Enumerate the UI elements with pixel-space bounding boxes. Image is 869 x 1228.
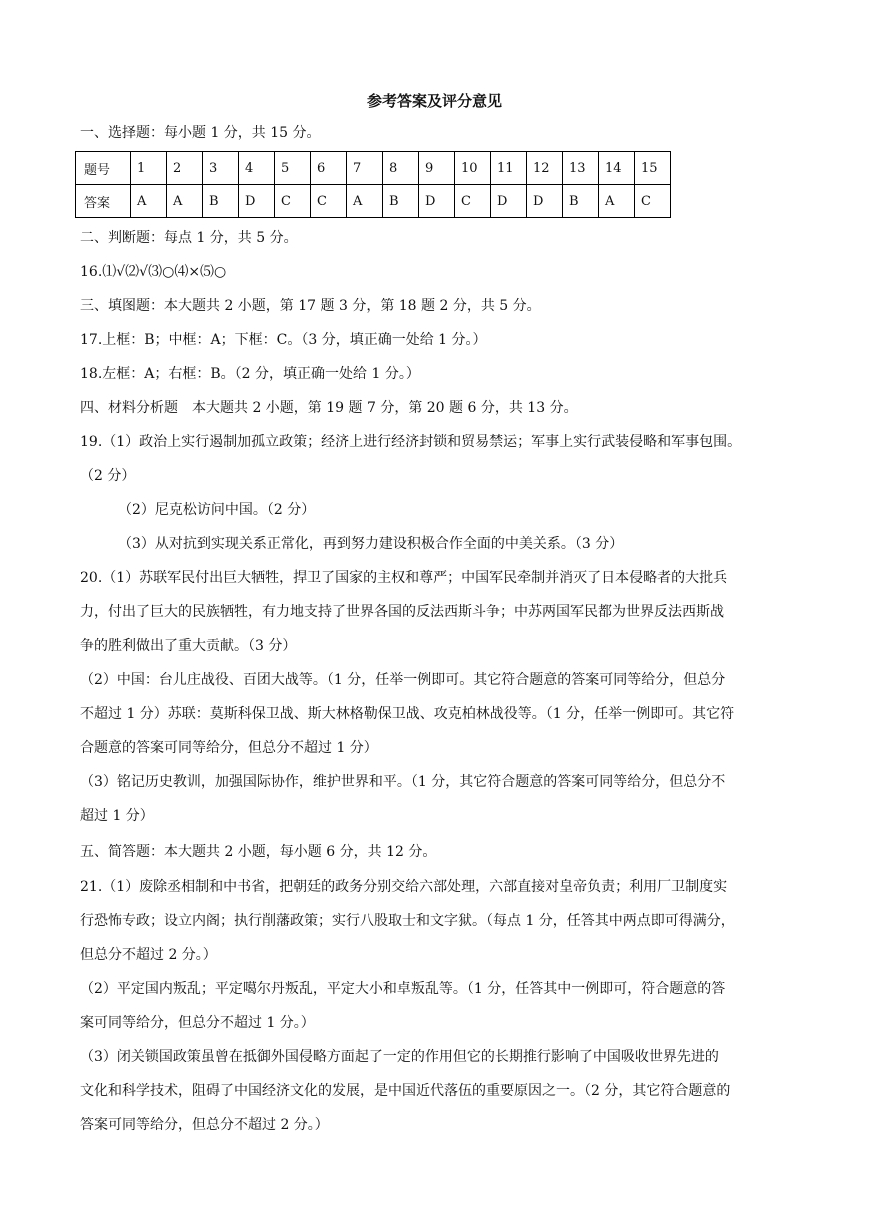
answer-q21-line: 行恐怖专政；设立内阁；执行削藩政策；实行八股取士和文字狱。（每点 1 分，任答其中两点即可得满分， (80, 913, 735, 929)
question-number-cell: 14 (599, 152, 635, 185)
answer-q19-line: （3）从对抗到实现关系正常化，再到努力建设积极合作全面的中美关系。（3 分） (118, 536, 624, 552)
answer-q20-line: 合题意的答案可同等给分，但总分不超过 1 分） (80, 740, 378, 756)
row-label-answer: 答案 (76, 185, 131, 218)
question-number-cell: 13 (563, 152, 599, 185)
answer-cell: B (563, 185, 599, 218)
answer-q19-line: 19.（1）政治上实行遏制加孤立政策；经济上进行经济封锁和贸易禁运；军事上实行武装侵略和军事包围。 (80, 434, 742, 450)
question-number-cell: 1 (131, 152, 167, 185)
question-number-cell: 5 (275, 152, 311, 185)
answer-cell: A (599, 185, 635, 218)
answer-q20-line: 不超过 1 分）苏联：莫斯科保卫战、斯大林格勒保卫战、攻克柏林战役等。（1 分，任举一例即可。其它符 (80, 706, 735, 722)
row-label-question-number: 题号 (76, 152, 131, 185)
answer-cell: C (275, 185, 311, 218)
answer-cell: A (347, 185, 383, 218)
answer-q21-line: 答案可同等给分，但总分不超过 2 分。） (80, 1117, 329, 1133)
answer-cell: D (419, 185, 455, 218)
answer-q20-line: （2）中国：台儿庄战役、百团大战等。（1 分，任举一例即可。其它符合题意的答案可同等给分，但总分 (80, 672, 726, 688)
answer-q16: 16.⑴√⑵√⑶○⑷×⑸○ (80, 264, 227, 280)
answer-cell: C (311, 185, 347, 218)
answer-q20-line: 20.（1）苏联军民付出巨大牺牲，捍卫了国家的主权和尊严；中国军民牵制并消灭了日本侵略者的大批兵 (80, 570, 728, 586)
answer-cell: A (167, 185, 203, 218)
section-3-heading: 三、填图题：本大题共 2 小题，第 17 题 3 分，第 18 题 2 分，共 5 分。 (80, 298, 541, 314)
question-number-cell: 12 (527, 152, 563, 185)
answer-cell: C (635, 185, 671, 218)
answer-cell: D (239, 185, 275, 218)
section-1-heading: 一、选择题：每小题 1 分，共 15 分。 (80, 125, 321, 141)
section-4-heading: 四、材料分析题 本大题共 2 小题，第 19 题 7 分，第 20 题 6 分，共 13 分。 (80, 400, 578, 416)
answer-q21-line: （3）闭关锁国政策虽曾在抵御外国侵略方面起了一定的作用但它的长期推行影响了中国吸收世界先进的 (80, 1049, 719, 1065)
multiple-choice-answer-table (75, 151, 671, 218)
question-number-cell: 4 (239, 152, 275, 185)
answer-q20-line: （3）铭记历史教训，加强国际协作，维护世界和平。（1 分，其它符合题意的答案可同等给分，但总分不 (80, 774, 726, 790)
question-number-cell: 8 (383, 152, 419, 185)
question-number-cell: 15 (635, 152, 671, 185)
question-number-cell: 10 (455, 152, 491, 185)
answer-q21-line: 21.（1）废除丞相制和中书省，把朝廷的政务分别交给六部处理，六部直接对皇帝负责；利用厂卫制度实 (80, 879, 728, 895)
answer-q20-line: 争的胜利做出了重大贡献。（3 分） (80, 638, 297, 654)
answer-cell: A (131, 185, 167, 218)
answer-q19-line: （2）尼克松访问中国。（2 分） (118, 502, 316, 518)
section-2-heading: 二、判断题：每点 1 分，共 5 分。 (80, 230, 298, 246)
question-number-cell: 3 (203, 152, 239, 185)
answer-row (76, 185, 671, 218)
question-number-cell: 7 (347, 152, 383, 185)
answer-cell: B (383, 185, 419, 218)
answer-cell: C (455, 185, 491, 218)
answer-q18: 18.左框：A；右框：B。（2 分，填正确一处给 1 分。） (80, 366, 420, 382)
answer-q21-line: 案可同等给分，但总分不超过 1 分。） (80, 1015, 315, 1031)
answer-q20-line: 超过 1 分） (80, 808, 154, 824)
answer-q20-line: 力，付出了巨大的民族牺牲，有力地支持了世界各国的反法西斯斗争；中苏两国军民都为世界反法西斯战 (80, 604, 724, 620)
section-5-heading: 五、简答题：本大题共 2 小题，每小题 6 分，共 12 分。 (80, 844, 437, 860)
answer-cell: B (203, 185, 239, 218)
question-number-cell: 2 (167, 152, 203, 185)
question-number-row (76, 152, 671, 185)
question-number-cell: 9 (419, 152, 455, 185)
question-number-cell: 6 (311, 152, 347, 185)
question-number-cell: 11 (491, 152, 527, 185)
page-title: 参考答案及评分意见 (366, 92, 502, 110)
answer-q21-line: （2）平定国内叛乱；平定噶尔丹叛乱，平定大小和卓叛乱等。（1 分，任答其中一例即可，符合题意的答 (80, 981, 726, 997)
answer-q21-line: 文化和科学技术，阻碍了中国经济文化的发展，是中国近代落伍的重要原因之一。（2 分，其它符合题意的 (80, 1083, 731, 1099)
answer-q17: 17.上框：B；中框：A；下框：C。（3 分，填正确一处给 1 分。） (80, 332, 487, 348)
answer-q21-line: 但总分不超过 2 分。） (80, 947, 217, 963)
answer-q19-line: （2 分） (80, 468, 136, 484)
answer-cell: D (527, 185, 563, 218)
answer-cell: D (491, 185, 527, 218)
